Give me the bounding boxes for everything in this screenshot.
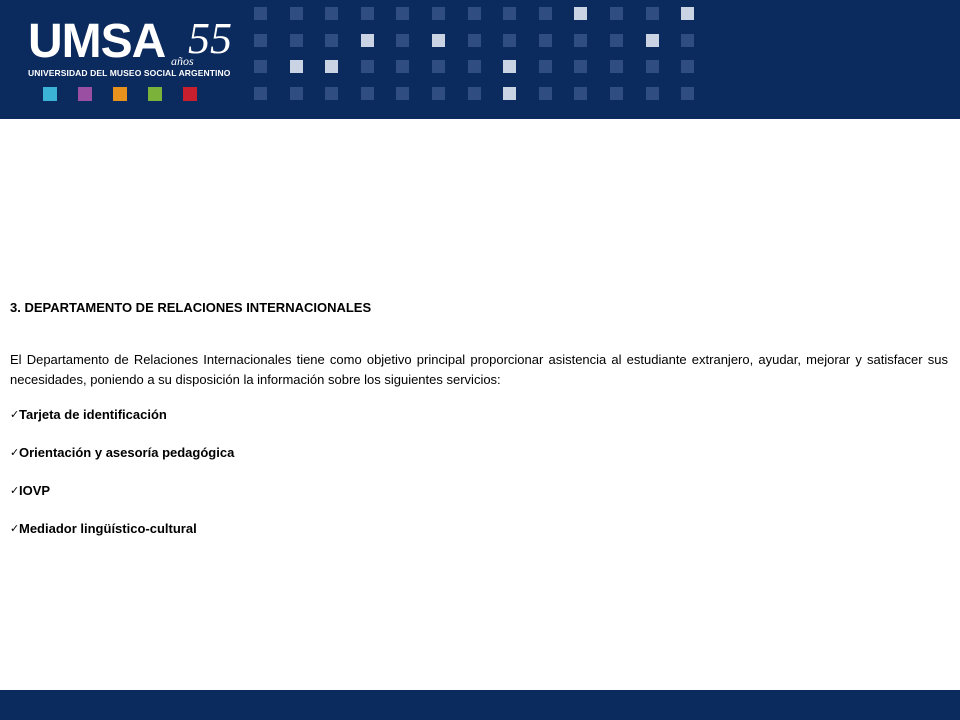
grid-square: [254, 7, 267, 20]
grid-square: [290, 7, 303, 20]
logo-number: 55: [188, 14, 232, 63]
description-paragraph: El Departamento de Relaciones Internacionales tiene como objetivo principal proporcionar asistencia al estudiante extranjero, ayudar, mejorar y satisfacer sus necesidades, poniendo a su disposición la información sobre los siguientes servicios:: [10, 352, 948, 387]
grid-square: [610, 60, 623, 73]
checkmark-icon: ✓: [10, 485, 20, 497]
grid-square: [325, 60, 338, 73]
grid-square: [254, 60, 267, 73]
main-content: [10, 300, 948, 557]
grid-square: [610, 7, 623, 20]
grid-square: [468, 7, 481, 20]
list-item: [10, 443, 948, 463]
color-swatches: [43, 87, 197, 101]
grid-square: [361, 60, 374, 73]
grid-square: [681, 34, 694, 47]
grid-square: [503, 87, 516, 100]
grid-square: [574, 87, 587, 100]
grid-square: [396, 34, 409, 47]
grid-square: [396, 60, 409, 73]
grid-square: [432, 7, 445, 20]
grid-square: [361, 87, 374, 100]
grid-square: [574, 7, 587, 20]
grid-square: [468, 87, 481, 100]
grid-square: [610, 34, 623, 47]
checkmark-icon: ✓: [10, 409, 20, 421]
umsa-logo: [28, 14, 232, 84]
grid-square: [610, 87, 623, 100]
swatch-purple: [78, 87, 92, 101]
grid-square: [646, 34, 659, 47]
list-item-label: Tarjeta de identificación: [19, 407, 167, 422]
logo-name: UMSA: [28, 15, 166, 68]
grid-square: [290, 34, 303, 47]
grid-square: [432, 34, 445, 47]
header-banner: [0, 0, 960, 119]
grid-square: [254, 87, 267, 100]
grid-square: [503, 7, 516, 20]
grid-square: [646, 87, 659, 100]
grid-square: [325, 34, 338, 47]
grid-square: [539, 7, 552, 20]
grid-square: [432, 87, 445, 100]
grid-square: [646, 7, 659, 20]
grid-square: [539, 34, 552, 47]
grid-square: [290, 87, 303, 100]
grid-square: [646, 60, 659, 73]
swatch-cyan: [43, 87, 57, 101]
grid-square: [361, 7, 374, 20]
grid-square: [574, 60, 587, 73]
services-list: [10, 405, 948, 539]
list-item-label: Orientación y asesoría pedagógica: [19, 445, 235, 460]
list-item: [10, 519, 948, 539]
section-heading: 3. DEPARTAMENTO DE RELACIONES INTERNACIONALES: [10, 300, 372, 315]
grid-square: [396, 7, 409, 20]
list-item-label: IOVP: [19, 483, 51, 498]
checkmark-icon: ✓: [10, 447, 20, 459]
footer-bar: [0, 690, 960, 720]
swatch-orange: [113, 87, 127, 101]
grid-square: [574, 34, 587, 47]
grid-square: [254, 34, 267, 47]
grid-square: [361, 34, 374, 47]
grid-square: [325, 7, 338, 20]
grid-square: [681, 87, 694, 100]
grid-square: [396, 87, 409, 100]
grid-square: [503, 34, 516, 47]
grid-square: [468, 34, 481, 47]
grid-square: [325, 87, 338, 100]
list-item: [10, 405, 948, 425]
logo-anos: años: [171, 54, 194, 68]
list-item-label: Mediador lingüístico-cultural: [19, 521, 197, 536]
checkmark-icon: ✓: [10, 523, 20, 535]
list-item: [10, 481, 948, 501]
grid-square: [681, 7, 694, 20]
swatch-red: [183, 87, 197, 101]
grid-square: [468, 60, 481, 73]
grid-square: [503, 60, 516, 73]
swatch-green: [148, 87, 162, 101]
grid-square: [539, 87, 552, 100]
logo-subtitle: UNIVERSIDAD DEL MUSEO SOCIAL ARGENTINO: [28, 68, 231, 78]
grid-square: [432, 60, 445, 73]
grid-square: [539, 60, 552, 73]
grid-square: [290, 60, 303, 73]
grid-square: [681, 60, 694, 73]
